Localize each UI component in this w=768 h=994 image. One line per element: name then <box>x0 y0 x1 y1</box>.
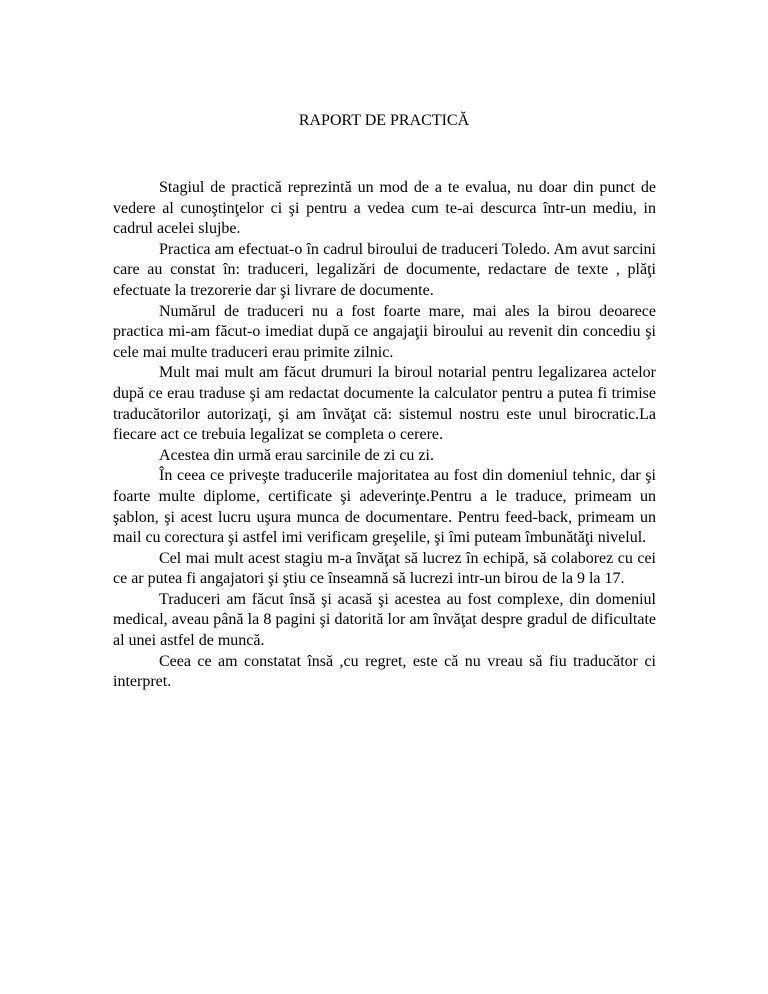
paragraph-8: Traduceri am făcut însă şi acasă şi acestea au fost complexe, din domeniul medical, aveau până la 8 pagini şi datorită lor am învăţat despre gradul de dificultate al unei astfel de muncă. <box>113 590 656 650</box>
paragraph-1: Stagiul de practică reprezintă un mod de a te evalua, nu doar din punct de vedere al cunoştinţelor ci şi pentru a vedea cum te-ai descurca într-un mediu, in cadrul acelei slujbe. <box>113 179 656 238</box>
paragraph-9: Ceea ce am constatat însă ,cu regret, este că nu vreau să fiu traducător ci interpret. <box>113 652 656 691</box>
document-body <box>113 178 656 693</box>
paragraph-7: Cel mai mult acest stagiu m-a învăţat să lucrez în echipă, să colaborez cu cei ce ar putea fi angajatori şi ştiu ce înseamnă să lucrezi intr-un birou de la 9 la 17. <box>113 549 656 588</box>
paragraph-2: Practica am efectuat-o în cadrul biroului de traduceri Toledo. Am avut sarcini care au constat în: traduceri, legalizări de documente, redactare de texte , plăţi efectuate la trezorerie dar şi livrare de documente. <box>113 240 656 299</box>
paragraph-4: Mult mai mult am făcut drumuri la biroul notarial pentru legalizarea actelor după ce erau traduse şi am redactat documente la calculator pentru a putea fi trimise traducătorilor autorizaţi, şi am învăţat că: sistemul nostru este unul birocratic.La fiecare act ce trebuia legalizat se completa o cerere. <box>113 364 656 444</box>
paragraph-5: Acestea din urmă erau sarcinile de zi cu zi. <box>159 446 434 464</box>
paragraph-6: În ceea ce priveşte traducerile majoritatea au fost din domeniul tehnic, dar şi foarte multe diplome, certificate şi adeverinţe.Pentru a le traduce, primeam un şablon, şi acest lucru uşura munca de documentare. Pentru feed-back, primeam un mail cu corectura şi astfel imi verificam greşelile, şi îmi puteam îmbunătăţi nivelul. <box>113 467 656 547</box>
paragraph-3: Numărul de traduceri nu a fost foarte mare, mai ales la birou deoarece practica mi-am făcut-o imediat după ce angajaţii biroului au revenit din concediu şi cele mai multe traduceri erau primite zilnic. <box>113 302 656 361</box>
document-title: RAPORT DE PRACTICĂ <box>298 112 470 129</box>
